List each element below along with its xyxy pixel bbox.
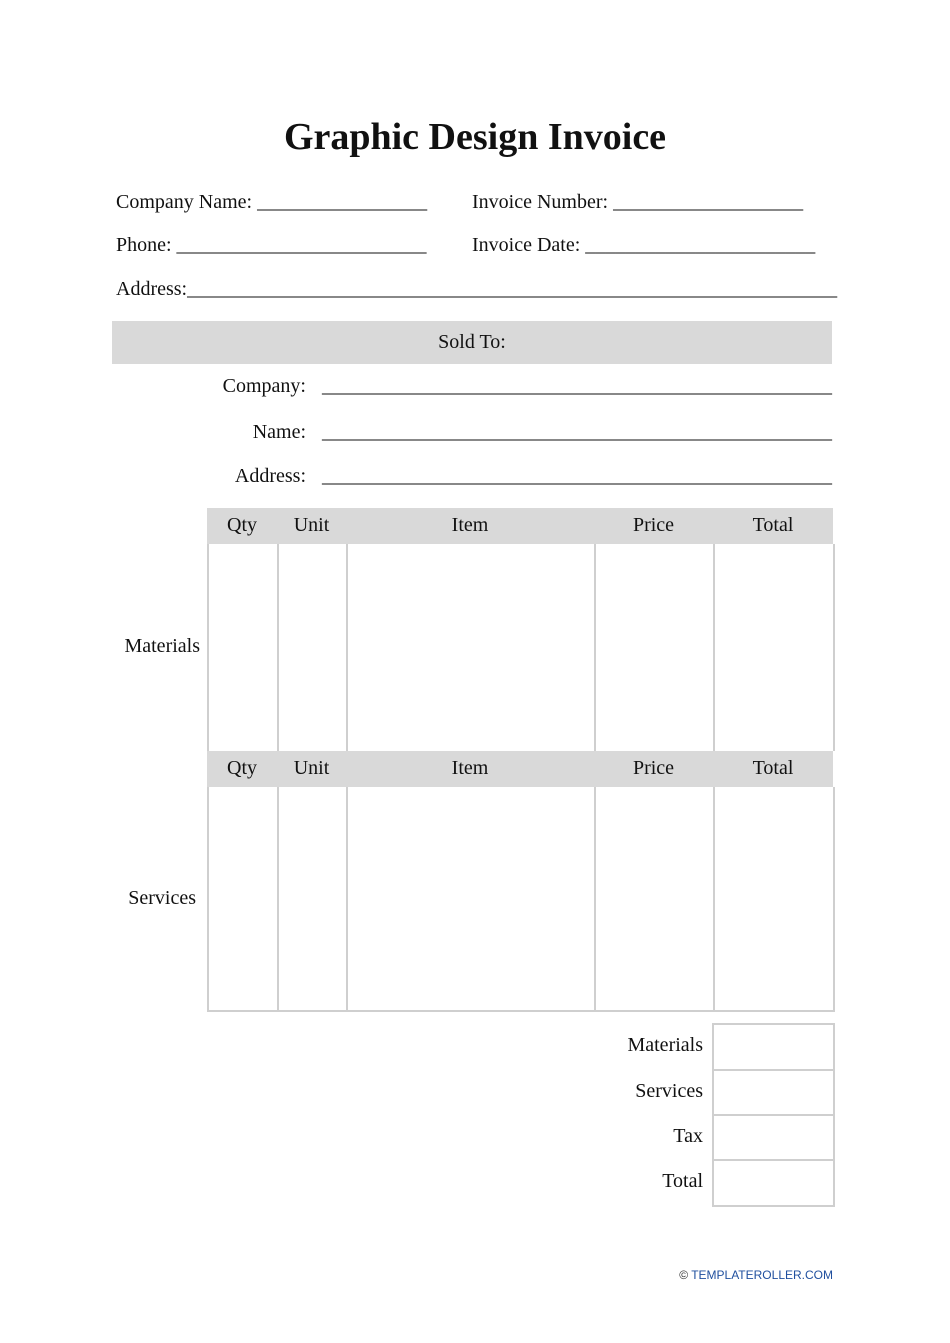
col-unit: Unit — [293, 514, 330, 536]
summary-tax-label: Tax — [673, 1125, 703, 1147]
col-unit: Unit — [293, 757, 330, 779]
column-divider — [713, 787, 715, 1010]
column-divider — [277, 544, 279, 751]
footer-text: TEMPLATEROLLER.COM — [691, 1268, 833, 1282]
column-divider — [713, 544, 715, 751]
materials-section-label: Materials — [124, 635, 200, 657]
col-total: Total — [752, 514, 794, 536]
footer-link[interactable] — [679, 1268, 833, 1282]
summary-materials-box[interactable] — [712, 1023, 835, 1069]
column-divider — [277, 787, 279, 1010]
services-table-header — [207, 751, 833, 787]
page-title: Graphic Design Invoice — [283, 116, 667, 158]
column-divider — [594, 787, 596, 1010]
summary-tax-box[interactable] — [712, 1114, 835, 1160]
column-divider — [594, 544, 596, 751]
col-total: Total — [752, 757, 794, 779]
sold-to-name-line[interactable]: ___________________________________________________ — [322, 421, 832, 443]
summary-services-label: Services — [635, 1080, 703, 1102]
sold-to-address-line[interactable]: ___________________________________________________ — [322, 465, 832, 487]
column-divider — [346, 787, 348, 1010]
column-divider — [346, 544, 348, 751]
address-field[interactable]: Address:_________________________________________________________________ — [116, 278, 838, 300]
col-item: Item — [451, 757, 489, 779]
services-table — [207, 751, 833, 1012]
summary-total-box[interactable] — [712, 1159, 835, 1207]
col-qty: Qty — [227, 514, 257, 536]
phone-field[interactable]: Phone: _________________________ — [116, 234, 427, 256]
sold-to-address-label: Address: — [234, 465, 306, 487]
summary-services-box[interactable] — [712, 1069, 835, 1115]
summary-materials-label: Materials — [627, 1034, 703, 1056]
col-item: Item — [451, 514, 489, 536]
invoice-number-field[interactable]: Invoice Number: ___________________ — [472, 191, 804, 213]
company-name-field[interactable]: Company Name: _________________ — [116, 191, 428, 213]
invoice-date-field[interactable]: Invoice Date: _______________________ — [472, 234, 816, 256]
materials-table-body[interactable] — [207, 544, 835, 751]
materials-table — [207, 508, 833, 751]
col-price: Price — [632, 514, 675, 536]
sold-to-heading: Sold To: — [112, 321, 832, 364]
summary-total-label: Total — [662, 1170, 703, 1192]
col-price: Price — [632, 757, 675, 779]
sold-to-company-line[interactable]: ___________________________________________________ — [322, 375, 832, 397]
services-table-body[interactable] — [207, 787, 835, 1012]
services-section-label: Services — [128, 887, 196, 909]
sold-to-company-label: Company: — [222, 375, 306, 397]
col-qty: Qty — [227, 757, 257, 779]
sold-to-name-label: Name: — [252, 421, 306, 443]
copyright-icon: © — [679, 1268, 689, 1282]
materials-table-header — [207, 508, 833, 544]
